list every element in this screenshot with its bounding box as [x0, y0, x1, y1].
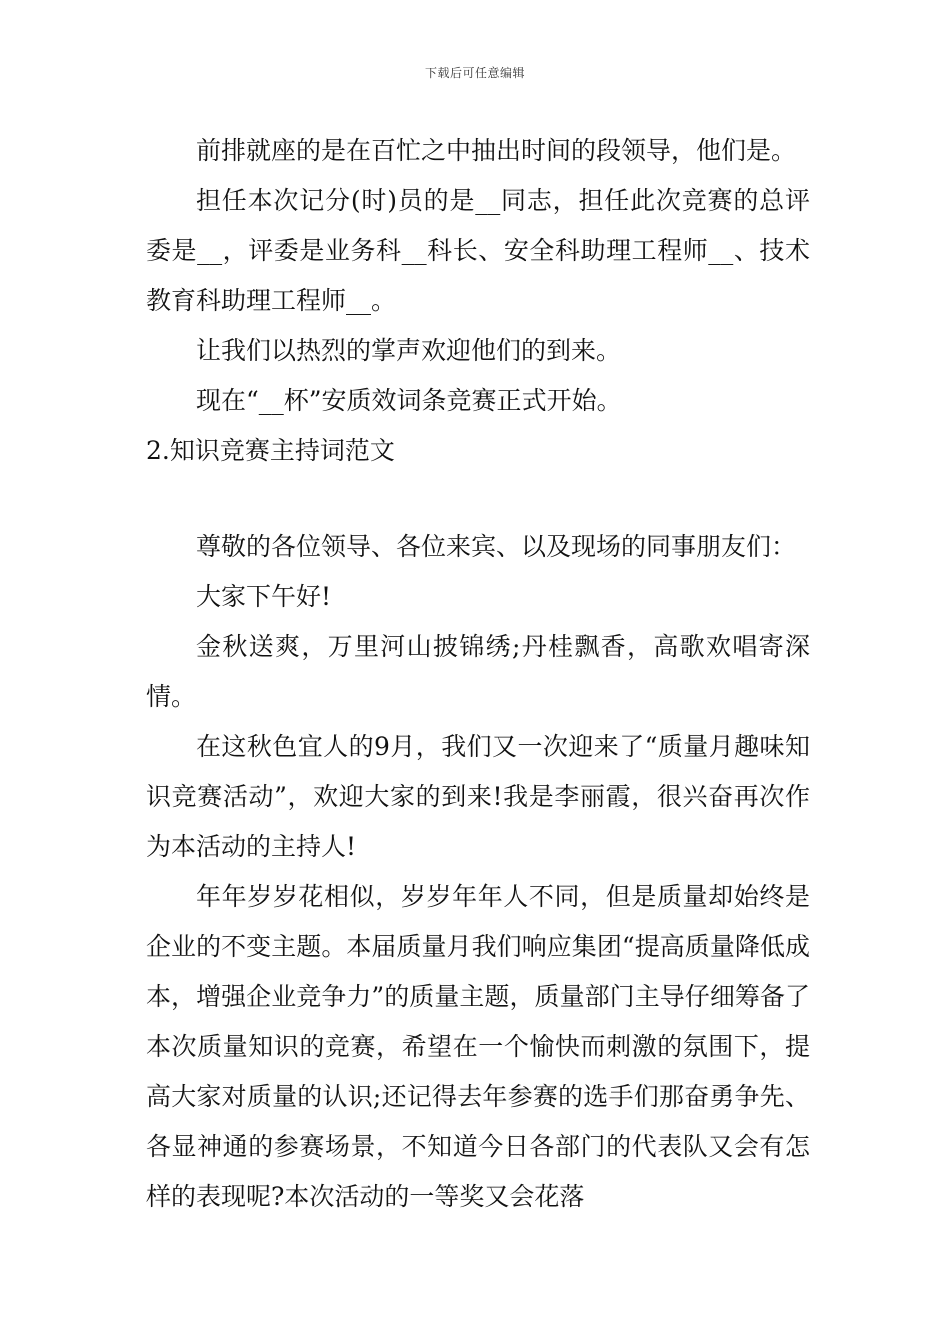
paragraph-autumn: 金秋送爽，万里河山披锦绣;丹桂飘香，高歌欢唱寄深情。 — [146, 632, 810, 711]
paragraph-host-intro: 在这秋色宜人的9月，我们又一次迎来了“质量月趣味知识竞赛活动”，欢迎大家的到来!我是李丽霞，很兴奋再次作为本活动的主持人! — [146, 732, 810, 861]
document-body — [146, 126, 810, 1222]
paragraph-applause: 让我们以热烈的掌声欢迎他们的到来。 — [196, 336, 622, 365]
page-header: 下载后可任意编辑 — [424, 66, 525, 80]
paragraph-greeting-audience: 尊敬的各位领导、各位来宾、以及现场的同事朋友们： — [196, 532, 797, 561]
section-spacer — [146, 476, 810, 522]
section-heading: 2.知识竞赛主持词范文 — [146, 436, 395, 465]
paragraph-good-afternoon: 大家下午好! — [196, 582, 332, 611]
paragraph-judges: 担任本次记分(时)员的是__同志，担任此次竞赛的总评委是__，评委是业务科__科长、安全科助理工程师__、技术教育科助理工程师__。 — [146, 186, 810, 315]
paragraph-quality-theme: 年年岁岁花相似，岁岁年年人不同，但是质量却始终是企业的不变主题。本届质量月我们响应集团“提高质量降低成本，增强企业竞争力”的质量主题，质量部门主导仔细筹备了本次质量知识的竞赛，希望在一个愉快而刺激的氛围下，提高大家对质量的认识;还记得去年参赛的选手们那奋勇争先、各显神通的参赛场景，不知道今日各部门的代表队又会有怎样的表现呢?本次活动的一等奖又会花落 — [146, 882, 810, 1211]
paragraph-competition-start: 现在“__杯”安质效词条竞赛正式开始。 — [196, 386, 622, 415]
paragraph-leaders-seated: 前排就座的是在百忙之中抽出时间的段领导，他们是。 — [196, 136, 797, 165]
